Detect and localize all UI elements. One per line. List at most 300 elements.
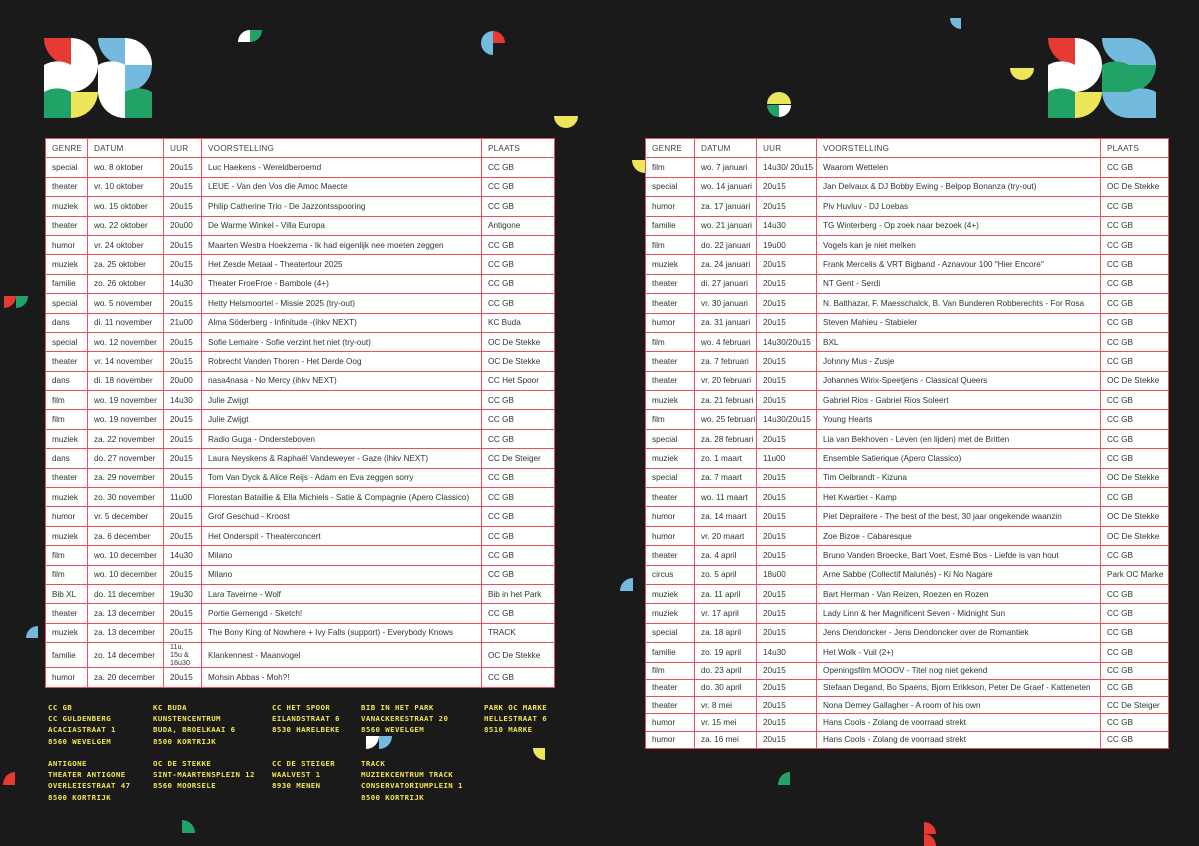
cell-venue: CC GB	[482, 668, 555, 687]
cell-time: 11u00	[164, 488, 202, 507]
cell-genre: film	[646, 662, 695, 679]
cell-venue: CC GB	[1101, 679, 1169, 696]
cell-time: 20u15	[164, 623, 202, 642]
cell-venue: CC GB	[1101, 623, 1169, 642]
cell-time: 20u15	[164, 177, 202, 196]
table-row	[46, 410, 555, 429]
cell-venue: CC GB	[1101, 662, 1169, 679]
cell-date: za. 13 december	[88, 623, 164, 642]
cell-time: 14u30	[164, 546, 202, 565]
cell-venue: CC GB	[482, 468, 555, 487]
cell-genre: dans	[46, 371, 88, 390]
venue-address-line: 8530 HARELBEKE	[272, 725, 340, 735]
cell-date: zo. 19 april	[695, 643, 757, 662]
cell-date: vr. 10 oktober	[88, 177, 164, 196]
cell-genre: special	[46, 332, 88, 351]
cell-time: 20u15	[757, 371, 817, 390]
venue-name: OC DE STEKKE	[153, 759, 212, 768]
cell-genre: special	[46, 294, 88, 313]
cell-venue: CC GB	[1101, 158, 1169, 177]
cell-date: za. 22 november	[88, 429, 164, 448]
cell-time: 20u15	[164, 158, 202, 177]
cell-date: wo. 8 oktober	[88, 158, 164, 177]
cell-date: za. 11 april	[695, 584, 757, 603]
confetti-shape	[950, 18, 962, 30]
cell-performance: Theater FroeFroe - Bambole (4+)	[202, 274, 482, 293]
cell-time: 20u15	[757, 177, 817, 196]
cell-venue: Bib in het Park	[482, 584, 555, 603]
venue-address-line: WAALVEST 1	[272, 770, 321, 780]
cell-genre: humor	[646, 731, 695, 748]
cell-genre: theater	[646, 546, 695, 565]
cell-time: 20u15	[757, 352, 817, 371]
venue-address-line: 8510 MARKE	[484, 725, 533, 735]
cell-venue: OC De Stekke	[1101, 177, 1169, 196]
cell-genre: familie	[646, 643, 695, 662]
cell-performance: Het Onderspit - Theaterconcert	[202, 526, 482, 545]
cell-genre: muziek	[646, 604, 695, 623]
table-header-row	[646, 139, 1169, 158]
cell-time: 20u15	[164, 526, 202, 545]
confetti-shape	[481, 31, 505, 55]
cell-genre: familie	[646, 216, 695, 235]
table-row	[46, 668, 555, 687]
cell-date: zo. 1 maart	[695, 449, 757, 468]
cell-time: 20u15	[164, 449, 202, 468]
cell-time: 21u00	[164, 313, 202, 332]
cell-venue: CC GB	[482, 604, 555, 623]
cell-venue: Antigone	[482, 216, 555, 235]
cell-date: wo. 4 februari	[695, 332, 757, 351]
cell-venue: CC GB	[1101, 391, 1169, 410]
venue-name: BIB IN HET PARK	[361, 703, 434, 712]
cell-time: 20u15	[757, 468, 817, 487]
cell-time: 20u15	[757, 313, 817, 332]
cell-performance: Arne Sabbe (Collectif Malunés) - Ki No Nagare	[817, 565, 1101, 584]
table-row	[46, 255, 555, 274]
cell-date: za. 4 april	[695, 546, 757, 565]
table-row	[646, 371, 1169, 390]
cell-time: 20u15	[164, 255, 202, 274]
cell-performance: Alma Söderberg - Infinitude -(ihkv NEXT)	[202, 313, 482, 332]
cell-venue: CC GB	[1101, 274, 1169, 293]
table-row	[46, 488, 555, 507]
venue-address-line: SINT-MAARTENSPLEIN 12	[153, 770, 255, 780]
cell-venue: CC GB	[1101, 294, 1169, 313]
cell-time: 20u15	[164, 429, 202, 448]
table-row	[46, 274, 555, 293]
cell-time: 20u15	[757, 391, 817, 410]
cell-genre: humor	[646, 197, 695, 216]
cell-venue: OC De Stekke	[482, 332, 555, 351]
cell-date: vr. 20 februari	[695, 371, 757, 390]
cell-genre: film	[46, 410, 88, 429]
table-row	[646, 177, 1169, 196]
cell-genre: theater	[646, 679, 695, 696]
cell-performance: Young Hearts	[817, 410, 1101, 429]
cell-performance: Nona Demey Gallagher - A room of his own	[817, 697, 1101, 714]
venue-address-line: KUNSTENCENTRUM	[153, 714, 221, 724]
venue-address-line: 8500 KORTRIJK	[153, 736, 217, 746]
venue-cc-gb	[48, 702, 116, 747]
cell-genre: humor	[646, 526, 695, 545]
cell-time: 20u15	[164, 235, 202, 254]
cell-venue: CC GB	[1101, 546, 1169, 565]
cell-date: wo. 21 januari	[695, 216, 757, 235]
cell-performance: Stefaan Degand, Bo Spaens, Bjorn Erikkson, Peter De Graef - Katteneten	[817, 679, 1101, 696]
cell-performance: Lara Taveirne - Wolf	[202, 584, 482, 603]
table-row	[646, 714, 1169, 731]
cell-venue: CC GB	[1101, 643, 1169, 662]
cell-date: za. 16 mei	[695, 731, 757, 748]
cell-genre: muziek	[46, 623, 88, 642]
cell-performance: Jan Delvaux & DJ Bobby Ewing - Belpop Bonanza (try-out)	[817, 177, 1101, 196]
cell-performance: Vogels kan je niet melken	[817, 235, 1101, 254]
cell-date: do. 27 november	[88, 449, 164, 468]
cell-time: 20u15	[757, 623, 817, 642]
cell-performance: Lady Linn & her Magnificent Seven - Midnight Sun	[817, 604, 1101, 623]
venue-name: PARK OC MARKE	[484, 703, 548, 712]
venue-address-line: OVERLEIESTRAAT 47	[48, 781, 131, 791]
cell-genre: film	[46, 565, 88, 584]
table-header-row	[46, 139, 555, 158]
venue-address-line: 8500 KORTRIJK	[48, 792, 112, 802]
cell-performance: Philip Catherine Trio - De Jazzontsspooring	[202, 197, 482, 216]
table-row	[646, 697, 1169, 714]
venue-address-line: 8560 MOORSELE	[153, 781, 217, 791]
venue-address-line: 8560 WEVELGEM	[361, 725, 425, 735]
column-header-time: UUR	[164, 139, 202, 158]
column-header-genre: GENRE	[646, 139, 695, 158]
cell-date: za. 18 april	[695, 623, 757, 642]
table-row	[46, 468, 555, 487]
venue-name: CC DE STEIGER	[272, 759, 336, 768]
cell-venue: CC GB	[1101, 332, 1169, 351]
venue-name: TRACK	[361, 759, 386, 768]
table-row	[646, 216, 1169, 235]
cell-venue: CC GB	[482, 235, 555, 254]
cell-performance: Florestan Bataillie & Ella Michiels - Satie & Compagnie (Apero Classico)	[202, 488, 482, 507]
cell-time: 19u00	[757, 235, 817, 254]
cell-genre: humor	[46, 507, 88, 526]
cell-genre: muziek	[46, 488, 88, 507]
cell-venue: CC GB	[1101, 604, 1169, 623]
cell-venue: CC GB	[1101, 235, 1169, 254]
cell-venue: CC GB	[482, 274, 555, 293]
cell-performance: Laura Neyskens & Raphaël Vandeweyer - Gaze (ihkv NEXT)	[202, 449, 482, 468]
cell-genre: humor	[46, 668, 88, 687]
cell-venue: OC De Stekke	[1101, 507, 1169, 526]
table-row	[646, 546, 1169, 565]
table-row	[646, 662, 1169, 679]
cell-time: 20u15	[757, 294, 817, 313]
cell-performance: BXL	[817, 332, 1101, 351]
cell-performance: Robrecht Vanden Thoren - Het Derde Oog	[202, 352, 482, 371]
cell-time: 20u15	[164, 507, 202, 526]
confetti-shape	[3, 772, 15, 786]
cell-performance: Grof Geschud - Kroost	[202, 507, 482, 526]
cell-genre: theater	[646, 352, 695, 371]
cell-venue: CC GB	[1101, 410, 1169, 429]
cell-performance: Milano	[202, 546, 482, 565]
table-row	[46, 294, 555, 313]
cell-genre: muziek	[646, 449, 695, 468]
cell-time: 11u, 15u & 16u30	[164, 643, 202, 668]
cell-performance: N. Balthazar, F. Maesschalck, B. Van Bunderen Robberechts - For Rosa	[817, 294, 1101, 313]
column-header-venue: PLAATS	[1101, 139, 1169, 158]
confetti-shape	[238, 30, 262, 46]
venue-address-line: THEATER ANTIGONE	[48, 770, 126, 780]
cell-venue: OC De Stekke	[1101, 371, 1169, 390]
venue-antigone	[48, 758, 130, 803]
cell-time: 20u15	[757, 679, 817, 696]
confetti-shape	[766, 92, 792, 118]
cell-venue: CC GB	[1101, 731, 1169, 748]
cell-venue: CC GB	[1101, 255, 1169, 274]
venue-address-line: ACACIASTRAAT 1	[48, 725, 116, 735]
cell-performance: Maarten Westra Hoekzema - Ik had eigenlijk nee moeten zeggen	[202, 235, 482, 254]
cell-time: 14u30/20u15	[757, 332, 817, 351]
cell-venue: KC Buda	[482, 313, 555, 332]
cell-performance: De Warme Winkel - Villa Europa	[202, 216, 482, 235]
cell-date: za. 31 januari	[695, 313, 757, 332]
venue-oc-de-stekke	[153, 758, 255, 792]
cell-date: za. 28 februari	[695, 429, 757, 448]
cell-date: vr. 14 november	[88, 352, 164, 371]
cell-genre: theater	[46, 216, 88, 235]
cell-time: 20u15	[164, 604, 202, 623]
table-row	[646, 488, 1169, 507]
cell-performance: Hans Cools - Zolang de voorraad strekt	[817, 714, 1101, 731]
cell-date: wo. 22 oktober	[88, 216, 164, 235]
cell-venue: CC GB	[1101, 313, 1169, 332]
venue-address-line: 8500 KORTRIJK	[361, 792, 425, 802]
cell-date: wo. 7 januari	[695, 158, 757, 177]
table-row	[646, 255, 1169, 274]
cell-performance: Frank Mercelis & VRT Bigband - Aznavour 100 "Hier Encore"	[817, 255, 1101, 274]
cell-genre: circus	[646, 565, 695, 584]
cell-date: do. 11 december	[88, 584, 164, 603]
cell-performance: Bruno Vanden Broecke, Bart Voet, Esmé Bos - Liefde is van hout	[817, 546, 1101, 565]
cell-genre: humor	[646, 714, 695, 731]
cell-venue: CC GB	[482, 488, 555, 507]
cell-genre: special	[646, 623, 695, 642]
cell-genre: theater	[646, 488, 695, 507]
cell-date: zo. 26 oktober	[88, 274, 164, 293]
table-row	[646, 565, 1169, 584]
schedule-table-left	[45, 138, 555, 688]
cell-performance: Sofie Lemaire - Sofie verzint het niet (try-out)	[202, 332, 482, 351]
cell-venue: CC GB	[1101, 197, 1169, 216]
cell-performance: Tim Oelbrandt - Kizuna	[817, 468, 1101, 487]
column-header-venue: PLAATS	[482, 139, 555, 158]
table-row	[646, 391, 1169, 410]
cell-time: 20u00	[164, 371, 202, 390]
cell-venue: OC De Stekke	[1101, 468, 1169, 487]
cell-genre: film	[646, 158, 695, 177]
venue-name: CC GB	[48, 703, 73, 712]
cell-genre: humor	[46, 235, 88, 254]
table-row	[46, 216, 555, 235]
cell-date: za. 13 december	[88, 604, 164, 623]
cell-venue: CC GB	[482, 158, 555, 177]
venue-cc-het-spoor	[272, 702, 340, 736]
table-row	[46, 643, 555, 668]
confetti-shape	[632, 160, 646, 174]
cell-time: 20u15	[164, 197, 202, 216]
cell-genre: theater	[646, 697, 695, 714]
cell-time: 20u15	[757, 731, 817, 748]
cell-time: 11u00	[757, 449, 817, 468]
table-row	[46, 429, 555, 448]
cell-venue: Park OC Marke	[1101, 565, 1169, 584]
table-row	[646, 449, 1169, 468]
venue-address-list	[48, 702, 568, 812]
cell-date: vr. 15 mei	[695, 714, 757, 731]
cell-time: 20u15	[757, 255, 817, 274]
cell-genre: muziek	[46, 197, 88, 216]
cell-time: 14u30	[164, 391, 202, 410]
cell-performance: Piet Depraitere - The best of the best, 30 jaar ongekende waanzin	[817, 507, 1101, 526]
cell-genre: film	[646, 332, 695, 351]
cell-date: zo. 14 december	[88, 643, 164, 668]
table-row	[46, 604, 555, 623]
table-row	[646, 332, 1169, 351]
cell-performance: The Bony King of Nowhere + Ivy Falls (support) - Everybody Knows	[202, 623, 482, 642]
cell-venue: CC GB	[1101, 584, 1169, 603]
cell-genre: muziek	[646, 255, 695, 274]
cell-time: 20u15	[757, 604, 817, 623]
cell-performance: Milano	[202, 565, 482, 584]
cell-venue: CC GB	[482, 565, 555, 584]
cell-venue: CC GB	[1101, 488, 1169, 507]
confetti-shape	[1010, 68, 1036, 82]
venue-address-line: MUZIEKCENTRUM TRACK	[361, 770, 454, 780]
table-row	[646, 429, 1169, 448]
cell-time: 14u30/ 20u15	[757, 158, 817, 177]
cell-venue: CC GB	[482, 429, 555, 448]
cell-date: za. 24 januari	[695, 255, 757, 274]
column-header-performance: VOORSTELLING	[817, 139, 1101, 158]
cell-genre: dans	[46, 313, 88, 332]
venue-name: KC BUDA	[153, 703, 187, 712]
cell-venue: CC GB	[482, 391, 555, 410]
cell-time: 14u30	[757, 643, 817, 662]
cell-genre: special	[46, 158, 88, 177]
cell-performance: Het Kwartier - Kamp	[817, 488, 1101, 507]
cell-genre: film	[46, 391, 88, 410]
venue-cc-de-steiger	[272, 758, 335, 792]
cell-venue: CC GB	[1101, 429, 1169, 448]
cell-genre: theater	[46, 177, 88, 196]
cell-performance: Tom Van Dyck & Alice Reijs - Adam en Eva zeggen sorry	[202, 468, 482, 487]
cell-genre: humor	[646, 507, 695, 526]
cell-date: wo. 15 oktober	[88, 197, 164, 216]
cell-time: 20u15	[164, 352, 202, 371]
cell-performance: Bart Herman - Van Reizen, Roezen en Rozen	[817, 584, 1101, 603]
confetti-shape	[778, 772, 790, 786]
column-header-time: UUR	[757, 139, 817, 158]
cell-performance: NT Gent - Serdi	[817, 274, 1101, 293]
cell-date: do. 23 april	[695, 662, 757, 679]
cell-time: 20u15	[757, 526, 817, 545]
cell-performance: Gabriel Rios - Gabriel Rios Soleert	[817, 391, 1101, 410]
table-row	[46, 313, 555, 332]
cell-performance: TG Winterberg - Op zoek naar bezoek (4+)	[817, 216, 1101, 235]
table-row	[646, 604, 1169, 623]
table-row	[46, 158, 555, 177]
confetti-shape	[182, 820, 196, 834]
cell-venue: OC De Stekke	[1101, 526, 1169, 545]
venue-address-line: 8930 MENEN	[272, 781, 321, 791]
cell-date: wo. 5 november	[88, 294, 164, 313]
table-row	[646, 623, 1169, 642]
cell-performance: Luc Haekens - Wereldberoemd	[202, 158, 482, 177]
cell-time: 20u15	[164, 294, 202, 313]
cell-venue: CC GB	[482, 526, 555, 545]
cell-venue: CC GB	[482, 255, 555, 274]
venue-address-line: BUDA, BROELKAAI 6	[153, 725, 236, 735]
cell-genre: theater	[46, 352, 88, 371]
cell-date: vr. 17 april	[695, 604, 757, 623]
cell-date: wo. 10 december	[88, 565, 164, 584]
table-row	[646, 731, 1169, 748]
cell-date: vr. 8 mei	[695, 697, 757, 714]
cell-performance: Waarom Wettelen	[817, 158, 1101, 177]
cell-performance: Lia van Bekhoven - Leven (en lijden) met de Britten	[817, 429, 1101, 448]
venue-track	[361, 758, 463, 803]
table-row	[646, 274, 1169, 293]
cell-venue: CC GB	[482, 546, 555, 565]
table-row	[646, 313, 1169, 332]
cell-time: 14u30	[164, 274, 202, 293]
cell-date: wo. 12 november	[88, 332, 164, 351]
venue-address-line: HELLESTRAAT 6	[484, 714, 548, 724]
cell-performance: Mohsin Abbas - Moh?!	[202, 668, 482, 687]
column-header-genre: GENRE	[46, 139, 88, 158]
cell-genre: Bib XL	[46, 584, 88, 603]
cell-time: 20u15	[164, 668, 202, 687]
confetti-shape	[554, 116, 578, 130]
cell-time: 20u15	[757, 662, 817, 679]
cell-date: wo. 25 februari	[695, 410, 757, 429]
cell-time: 14u30	[757, 216, 817, 235]
table-row	[46, 197, 555, 216]
cell-venue: OC De Stekke	[482, 352, 555, 371]
cell-performance: Portie Gemengd - Sketch!	[202, 604, 482, 623]
cell-genre: theater	[46, 604, 88, 623]
cell-date: vr. 5 december	[88, 507, 164, 526]
cell-time: 20u15	[757, 429, 817, 448]
cell-performance: Johnny Mus - Zusje	[817, 352, 1101, 371]
table-row	[46, 177, 555, 196]
cell-venue: TRACK	[482, 623, 555, 642]
cell-performance: Julie Zwijgt	[202, 391, 482, 410]
cell-date: wo. 19 november	[88, 410, 164, 429]
cell-time: 19u30	[164, 584, 202, 603]
cell-genre: muziek	[646, 584, 695, 603]
cell-venue: CC GB	[1101, 714, 1169, 731]
cell-date: vr. 24 oktober	[88, 235, 164, 254]
table-row	[46, 526, 555, 545]
cell-date: wo. 19 november	[88, 391, 164, 410]
cell-time: 20u15	[164, 410, 202, 429]
cell-date: wo. 10 december	[88, 546, 164, 565]
table-row	[46, 371, 555, 390]
table-row	[46, 391, 555, 410]
cell-genre: theater	[646, 274, 695, 293]
cell-performance: Hans Cools - Zolang de voorraad strekt	[817, 731, 1101, 748]
